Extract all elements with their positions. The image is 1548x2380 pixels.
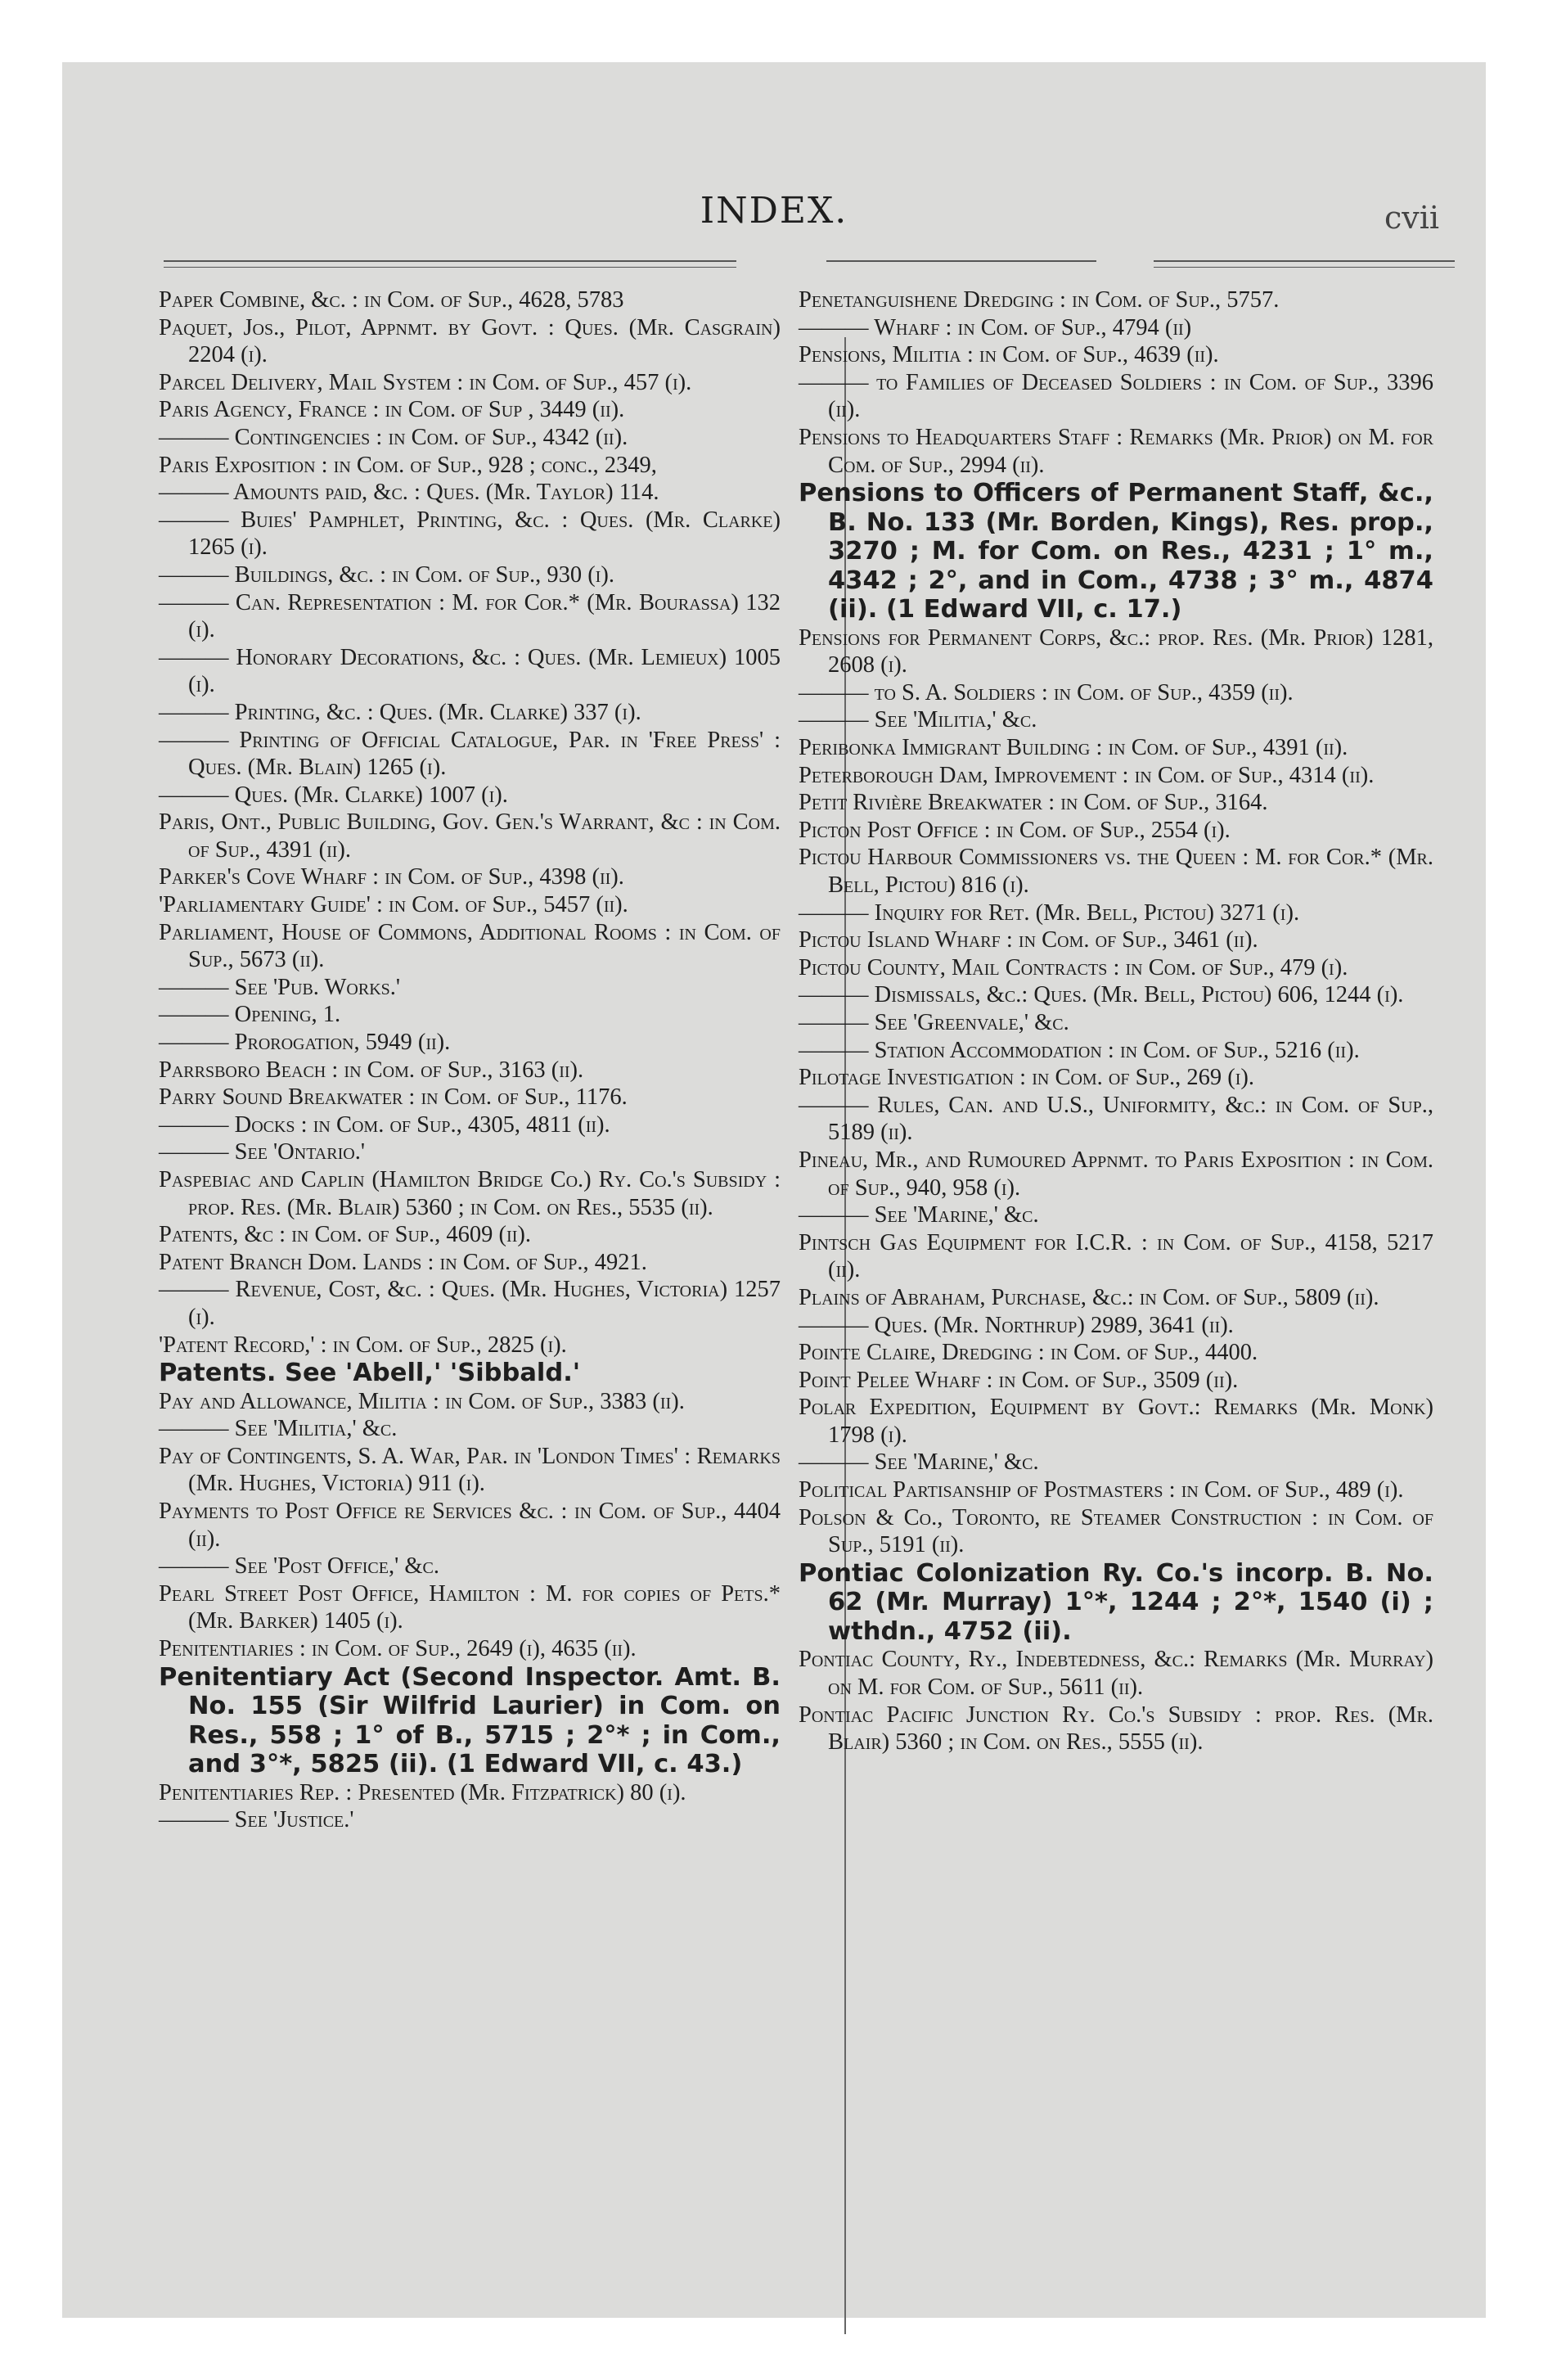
- index-entry: Pearl Street Post Office, Hamilton : M. for copies of Pets.* (Mr. Barker) 1405 (i).: [159, 1580, 781, 1634]
- index-entry: Pontiac County, Ry., Indebtedness, &c.: Remarks (Mr. Murray) on M. for Com. of Sup., 5611 (ii).: [799, 1647, 1433, 1700]
- index-entry: Paspebiac and Caplin (Hamilton Bridge Co.) Ry. Co.'s Subsidy : prop. Res. (Mr. Blair) 5360 ; in Com. on Res., 5535 (ii).: [159, 1167, 781, 1220]
- index-entry: Paquet, Jos., Pilot, Appnmt. by Govt. : Ques. (Mr. Casgrain) 2204 (i).: [159, 314, 781, 368]
- index-entry: ——— See 'Marine,' &c.: [799, 1449, 1039, 1476]
- index-entry: ——— to Families of Deceased Soldiers : in Com. of Sup., 3396 (ii).: [799, 369, 1433, 423]
- index-entry: Pensions to Headquarters Staff : Remarks (Mr. Prior) on M. for Com. of Sup., 2994 (ii).: [799, 424, 1433, 478]
- index-entry: ——— Station Accommodation : in Com. of Sup., 5216 (ii).: [799, 1037, 1360, 1063]
- index-entry: Pictou Island Wharf : in Com. of Sup., 3461 (ii).: [799, 927, 1258, 953]
- header-rule-left-thin: [164, 267, 736, 268]
- page-number: cvii: [1384, 200, 1440, 236]
- index-entry: 'Patent Record,' : in Com. of Sup., 2825 (i).: [159, 1332, 567, 1358]
- index-entry: Pointe Claire, Dredging : in Com. of Sup., 4400.: [799, 1340, 1258, 1366]
- index-entry: ——— See 'Marine,' &c.: [799, 1202, 1039, 1228]
- index-entry: Paris, Ont., Public Building, Gov. Gen.'s Warrant, &c : in Com. of Sup., 4391 (ii).: [159, 809, 781, 863]
- index-entry: Paris Agency, France : in Com. of Sup , 3449 (ii).: [159, 397, 625, 423]
- index-entry: ——— Ques. (Mr. Northrup) 2989, 3641 (ii).: [799, 1312, 1234, 1338]
- index-entry: ——— See 'Justice.': [159, 1807, 354, 1833]
- index-entry: Pensions to Officers of Permanent Staff, &c., B. No. 133 (Mr. Borden, Kings), Res. prop., 3270 ; M. for Com. on Res., 4231 ; 1° m., 4342 ; 2°, and in Com., 4738 ; 3° m., 4874 (ii). (1 Edward VII, c. 17.): [799, 479, 1433, 624]
- index-entry: Picton Post Office : in Com. of Sup., 2554 (i).: [799, 817, 1231, 843]
- index-entry: ——— Wharf : in Com. of Sup., 4794 (ii): [799, 314, 1192, 340]
- header-rule-right: [1154, 260, 1455, 262]
- index-entry: 'Parliamentary Guide' : in Com. of Sup., 5457 (ii).: [159, 892, 628, 918]
- index-entry: ——— to S. A. Soldiers : in Com. of Sup., 4359 (ii).: [799, 679, 1294, 705]
- index-entry: ——— Dismissals, &c.: Ques. (Mr. Bell, Pictou) 606, 1244 (i).: [799, 982, 1404, 1008]
- index-entry: Penitentiary Act (Second Inspector. Amt. B. No. 155 (Sir Wilfrid Laurier) in Com. on Res., 558 ; 1° of B., 5715 ; 2°* ; in Com., and 3°*, 5825 (ii). (1 Edward VII, c. 43.): [159, 1662, 781, 1779]
- index-entry: ——— Buildings, &c. : in Com. of Sup., 930 (i).: [159, 561, 614, 588]
- left-column: [159, 286, 781, 1834]
- index-entry: ——— Rules, Can. and U.S., Uniformity, &c.: in Com. of Sup., 5189 (ii).: [799, 1092, 1433, 1146]
- index-entry: Pay of Contingents, S. A. War, Par. in 'London Times' : Remarks (Mr. Hughes, Victoria) 911 (i).: [159, 1443, 781, 1497]
- index-entry: Pay and Allowance, Militia : in Com. of Sup., 3383 (ii).: [159, 1388, 685, 1414]
- index-entry: ——— Inquiry for Ret. (Mr. Bell, Pictou) 3271 (i).: [799, 899, 1300, 926]
- header-rule-left: [164, 260, 736, 262]
- index-entry: Pictou Harbour Commissioners vs. the Queen : M. for Cor.* (Mr. Bell, Pictou) 816 (i).: [799, 845, 1433, 898]
- index-entry: Penetanguishene Dredging : in Com. of Sup., 5757.: [799, 287, 1280, 313]
- header-rule-center: [826, 260, 1096, 262]
- index-entry: ——— Printing of Official Catalogue, Par. in 'Free Press' : Ques. (Mr. Blain) 1265 (i).: [159, 727, 781, 781]
- index-entry: ——— See 'Militia,' &c.: [159, 1416, 398, 1442]
- index-entry: Polson & Co., Toronto, re Steamer Construction : in Com. of Sup., 5191 (ii).: [799, 1504, 1433, 1558]
- index-entry: ——— Docks : in Com. of Sup., 4305, 4811 (ii).: [159, 1111, 610, 1138]
- index-entry: ——— See 'Pub. Works.': [159, 974, 401, 1000]
- index-entry: ——— See 'Greenvale,' &c.: [799, 1009, 1069, 1035]
- index-entry: Pontiac Colonization Ry. Co.'s incorp. B. No. 62 (Mr. Murray) 1°*, 1244 ; 2°*, 1540 (i) ; wthdn., 4752 (ii).: [799, 1558, 1433, 1646]
- index-entry: ——— Opening, 1.: [159, 1002, 341, 1028]
- index-entry: ——— Contingencies : in Com. of Sup., 4342 (ii).: [159, 424, 628, 450]
- index-entry: Patents. See 'Abell,' 'Sibbald.': [159, 1359, 581, 1388]
- index-entry: Pilotage Investigation : in Com. of Sup., 269 (i).: [799, 1065, 1255, 1091]
- index-entry: Parrsboro Beach : in Com. of Sup., 3163 (ii).: [159, 1057, 584, 1083]
- index-entry: ——— Amounts paid, &c. : Ques. (Mr. Taylor) 114.: [159, 480, 659, 506]
- index-entry: Parker's Cove Wharf : in Com. of Sup., 4398 (ii).: [159, 864, 624, 890]
- index-entry: Paris Exposition : in Com. of Sup., 928 ; conc., 2349,: [159, 452, 657, 478]
- index-entry: Plains of Abraham, Purchase, &c.: in Com. of Sup., 5809 (ii).: [799, 1284, 1379, 1310]
- index-entry: ——— See 'Ontario.': [159, 1139, 365, 1165]
- index-entry: ——— See 'Post Office,' &c.: [159, 1553, 439, 1580]
- index-entry: Pensions for Permanent Corps, &c.: prop. Res. (Mr. Prior) 1281, 2608 (i).: [799, 624, 1433, 678]
- index-entry: ——— Prorogation, 5949 (ii).: [159, 1030, 451, 1056]
- index-entry: Pontiac Pacific Junction Ry. Co.'s Subsidy : prop. Res. (Mr. Blair) 5360 ; in Com. on Res., 5555 (ii).: [799, 1702, 1433, 1756]
- index-entry: ——— Printing, &c. : Ques. (Mr. Clarke) 337 (i).: [159, 699, 641, 725]
- index-entry: Pensions, Militia : in Com. of Sup., 4639 (ii).: [799, 342, 1219, 368]
- header-rule-right-thin: [1154, 267, 1455, 268]
- index-entry: Petit Rivière Breakwater : in Com. of Sup., 3164.: [799, 790, 1268, 816]
- index-entry: Political Partisanship of Postmasters : in Com. of Sup., 489 (i).: [799, 1477, 1404, 1503]
- index-entry: ——— Ques. (Mr. Clarke) 1007 (i).: [159, 782, 508, 808]
- index-entry: Pictou County, Mail Contracts : in Com. of Sup., 479 (i).: [799, 954, 1348, 980]
- page-title: INDEX.: [700, 190, 848, 232]
- index-entry: Polar Expedition, Equipment by Govt.: Remarks (Mr. Monk) 1798 (i).: [799, 1395, 1433, 1448]
- index-entry: Parcel Delivery, Mail System : in Com. of Sup., 457 (i).: [159, 369, 692, 395]
- index-entry: Paper Combine, &c. : in Com. of Sup., 4628, 5783: [159, 287, 624, 313]
- index-entry: Patents, &c : in Com. of Sup., 4609 (ii).: [159, 1222, 531, 1248]
- index-entry: Pintsch Gas Equipment for I.C.R. : in Com. of Sup., 4158, 5217 (ii).: [799, 1229, 1433, 1283]
- index-entry: Parliament, House of Commons, Additional Rooms : in Com. of Sup., 5673 (ii).: [159, 919, 781, 973]
- index-entry: ——— Honorary Decorations, &c. : Ques. (Mr. Lemieux) 1005 (i).: [159, 644, 781, 698]
- index-entry: Patent Branch Dom. Lands : in Com. of Sup., 4921.: [159, 1249, 647, 1275]
- index-entry: ——— Can. Representation : M. for Cor.* (Mr. Bourassa) 132 (i).: [159, 589, 781, 643]
- index-entry: Penitentiaries : in Com. of Sup., 2649 (i), 4635 (ii).: [159, 1636, 637, 1661]
- index-entry: Pineau, Mr., and Rumoured Appnmt. to Paris Exposition : in Com. of Sup., 940, 958 (i).: [799, 1147, 1433, 1201]
- right-column: [799, 286, 1433, 1756]
- index-entry: ——— See 'Militia,' &c.: [799, 707, 1037, 733]
- index-entry: Peterborough Dam, Improvement : in Com. of Sup., 4314 (ii).: [799, 762, 1375, 788]
- index-entry: Parry Sound Breakwater : in Com. of Sup., 1176.: [159, 1084, 628, 1111]
- index-entry: ——— Buies' Pamphlet, Printing, &c. : Ques. (Mr. Clarke) 1265 (i).: [159, 507, 781, 561]
- index-entry: Penitentiaries Rep. : Presented (Mr. Fitzpatrick) 80 (i).: [159, 1779, 686, 1805]
- index-entry: ——— Revenue, Cost, &c. : Ques. (Mr. Hughes, Victoria) 1257 (i).: [159, 1277, 781, 1330]
- index-entry: Payments to Post Office re Services &c. : in Com. of Sup., 4404 (ii).: [159, 1499, 781, 1552]
- index-entry: Peribonka Immigrant Building : in Com. of Sup., 4391 (ii).: [799, 735, 1348, 761]
- index-entry: Point Pelee Wharf : in Com. of Sup., 3509 (ii).: [799, 1367, 1239, 1393]
